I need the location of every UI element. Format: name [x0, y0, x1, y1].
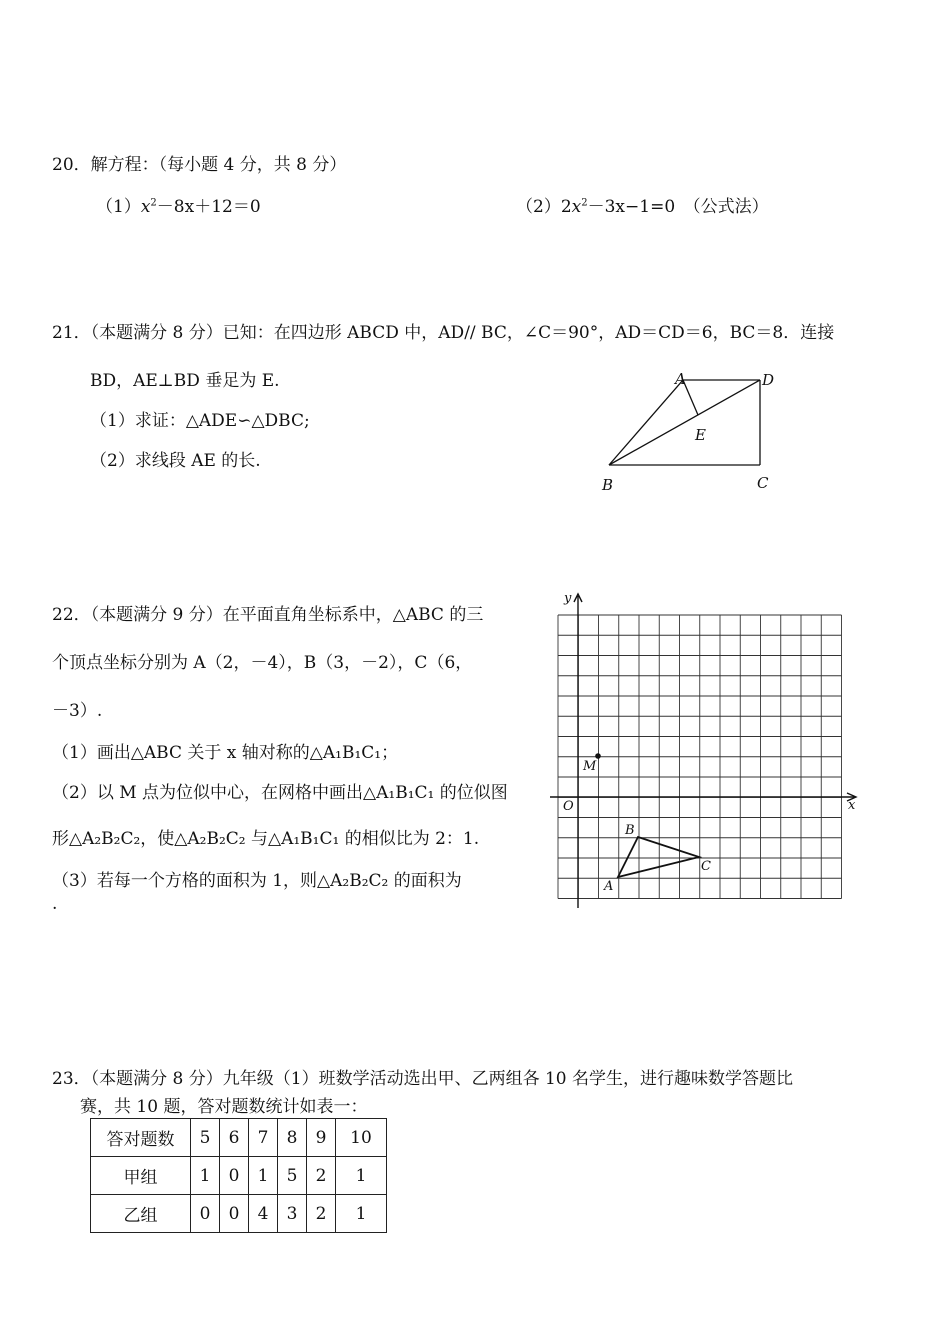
q22-part2-line1: （2）以 M 点为位似中心，在网格中画出△A₁B₁C₁ 的位似图: [52, 783, 508, 803]
segment-bd: [609, 380, 760, 465]
table-cell: 1: [191, 1157, 220, 1195]
grid-label-b: B: [625, 823, 635, 838]
q20-part1: $(1)x^2-8x+12=0$: [96, 197, 261, 217]
q23-heading-cont: 赛，共 10 题，答对题数统计如表一：: [80, 1097, 368, 1117]
table-cell: 8: [278, 1119, 307, 1157]
table-cell: 0: [220, 1195, 249, 1233]
table-cell: 1: [249, 1157, 278, 1195]
q21-part1: （1）求证：△ADE∽△DBC;: [90, 411, 310, 431]
table-row: [91, 1195, 387, 1233]
q22-part3-end: .: [52, 894, 58, 914]
q22-heading: 22．（本题满分 9 分）在平面直角坐标系中，△ABC 的三: [52, 605, 484, 625]
grid-label-m: M: [583, 759, 597, 774]
q21-quadrilateral-figure: [595, 368, 785, 498]
q22-vertex-coords-end: －3）.: [52, 701, 103, 721]
table-cell: 乙组: [91, 1195, 191, 1233]
table-cell: 2: [307, 1157, 336, 1195]
table-cell: 5: [278, 1157, 307, 1195]
table-cell: 9: [307, 1119, 336, 1157]
table-cell: 甲组: [91, 1157, 191, 1195]
q20-part2: $(2)2x^2-3x-1=0$ （公式法）: [516, 197, 769, 217]
table-cell: 6: [220, 1119, 249, 1157]
table-cell: 10: [336, 1119, 387, 1157]
label-a: A: [675, 370, 686, 388]
table-cell: 3: [278, 1195, 307, 1233]
grid-label-c: C: [701, 859, 711, 874]
q22-part3: （3）若每一个方格的面积为 1，则△A₂B₂C₂ 的面积为: [52, 871, 462, 891]
q20-part2-label: （2）2: [516, 197, 572, 217]
table-cell: 0: [191, 1195, 220, 1233]
point-m: [595, 753, 601, 759]
q21-heading: 21．（本题满分 8 分）已知：在四边形 ABCD 中，AD// BC，∠C＝90°，AD＝CD＝6，BC＝8．连接: [52, 323, 835, 343]
q23-heading: 23．（本题满分 8 分）九年级（1）班数学活动选出甲、乙两组各 10 名学生，进行趣味数学答题比: [52, 1069, 794, 1089]
table-cell: 1: [336, 1195, 387, 1233]
segment-ab: [609, 380, 683, 465]
table-header-row: [91, 1119, 387, 1157]
table-cell: 2: [307, 1195, 336, 1233]
grid-label-y: y: [564, 591, 572, 606]
label-e: E: [695, 426, 706, 444]
q20-part2-expression: －3x−1=0 （公式法）: [587, 197, 769, 217]
table-cell: 5: [191, 1119, 220, 1157]
grid-label-origin: O: [563, 799, 574, 814]
table-cell: 7: [249, 1119, 278, 1157]
grid-label-x: x: [848, 798, 856, 813]
q20-part1-label: （1）: [96, 197, 141, 217]
q23-score-table: [90, 1118, 387, 1233]
table-cell: 1: [336, 1157, 387, 1195]
table-cell: 0: [220, 1157, 249, 1195]
q21-condition: BD，AE⊥BD 垂足为 E.: [90, 371, 280, 391]
q22-part1: （1）画出△ABC 关于 x 轴对称的△A₁B₁C₁；: [52, 743, 399, 763]
table-cell: 答对题数: [91, 1119, 191, 1157]
table-row: [91, 1157, 387, 1195]
label-c: C: [757, 474, 769, 492]
triangle-abc: [618, 837, 699, 877]
label-d: D: [762, 371, 775, 389]
q22-vertex-coords: 个顶点坐标分别为 A（2，－4），B（3，－2），C（6，: [52, 653, 473, 673]
label-b: B: [602, 476, 614, 494]
q20-heading: 20．解方程：（每小题 4 分，共 8 分）: [52, 155, 347, 175]
q21-part2: （2）求线段 AE 的长.: [90, 451, 261, 471]
q22-coordinate-grid: [545, 588, 865, 913]
q20-part1-expression: －8x＋12＝0: [156, 197, 261, 217]
q22-part2-line2: 形△A₂B₂C₂，使△A₂B₂C₂ 与△A₁B₁C₁ 的相似比为 2：1.: [52, 829, 480, 849]
table-cell: 4: [249, 1195, 278, 1233]
grid-label-a: A: [604, 879, 614, 894]
